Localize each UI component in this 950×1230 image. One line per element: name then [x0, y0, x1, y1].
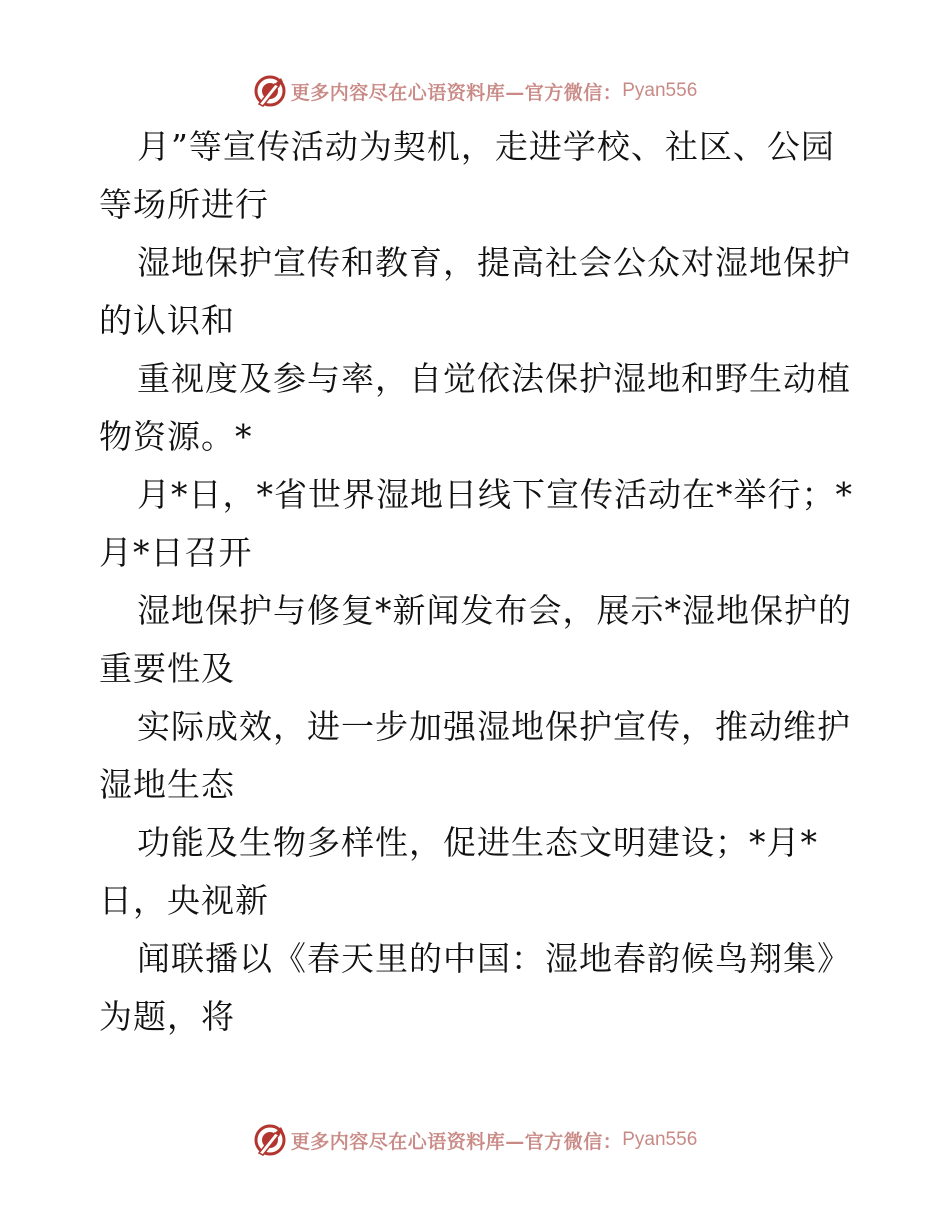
- banner-title: 更多内容尽在心语资料库—官方微信：: [290, 1130, 623, 1153]
- body-line: 的认识和: [99, 301, 235, 340]
- body-line: 湿地保护宣传和教育，提高社会公众对湿地保护: [137, 243, 851, 282]
- banner-wechat-id: Pyan556: [622, 80, 698, 101]
- body-line: 重要性及: [99, 649, 235, 688]
- body-line: 等场所进行: [99, 185, 269, 224]
- body-line: 重视度及参与率，自觉依法保护湿地和野生动植: [137, 359, 851, 398]
- body-line: 功能及生物多样性，促进生态文明建设；*月*: [137, 823, 818, 862]
- pen-logo-icon: [253, 1123, 287, 1157]
- body-line: 湿地保护与修复*新闻发布会，展示*湿地保护的: [137, 591, 852, 630]
- pen-logo-icon: [253, 74, 287, 108]
- document-body: [99, 118, 859, 1046]
- body-line: 月”等宣传活动为契机，走进学校、社区、公园: [137, 127, 835, 166]
- banner-wechat-id: Pyan556: [622, 1129, 698, 1150]
- body-line: 物资源。*: [99, 417, 253, 456]
- body-line: 实际成效，进一步加强湿地保护宣传，推动维护: [137, 707, 851, 746]
- body-line: 湿地生态: [99, 765, 235, 804]
- header-banner: [0, 71, 950, 111]
- banner-title: 更多内容尽在心语资料库—官方微信：: [290, 81, 623, 104]
- body-line: 日，央视新: [99, 881, 269, 920]
- body-line: 为题，将: [99, 997, 235, 1036]
- body-line: 月*日召开: [99, 533, 253, 572]
- body-line: 闻联播以《春天里的中国：湿地春韵候鸟翔集》: [137, 939, 851, 978]
- body-line: 月*日，*省世界湿地日线下宣传活动在*举行；*: [137, 475, 853, 514]
- footer-banner: [0, 1120, 950, 1160]
